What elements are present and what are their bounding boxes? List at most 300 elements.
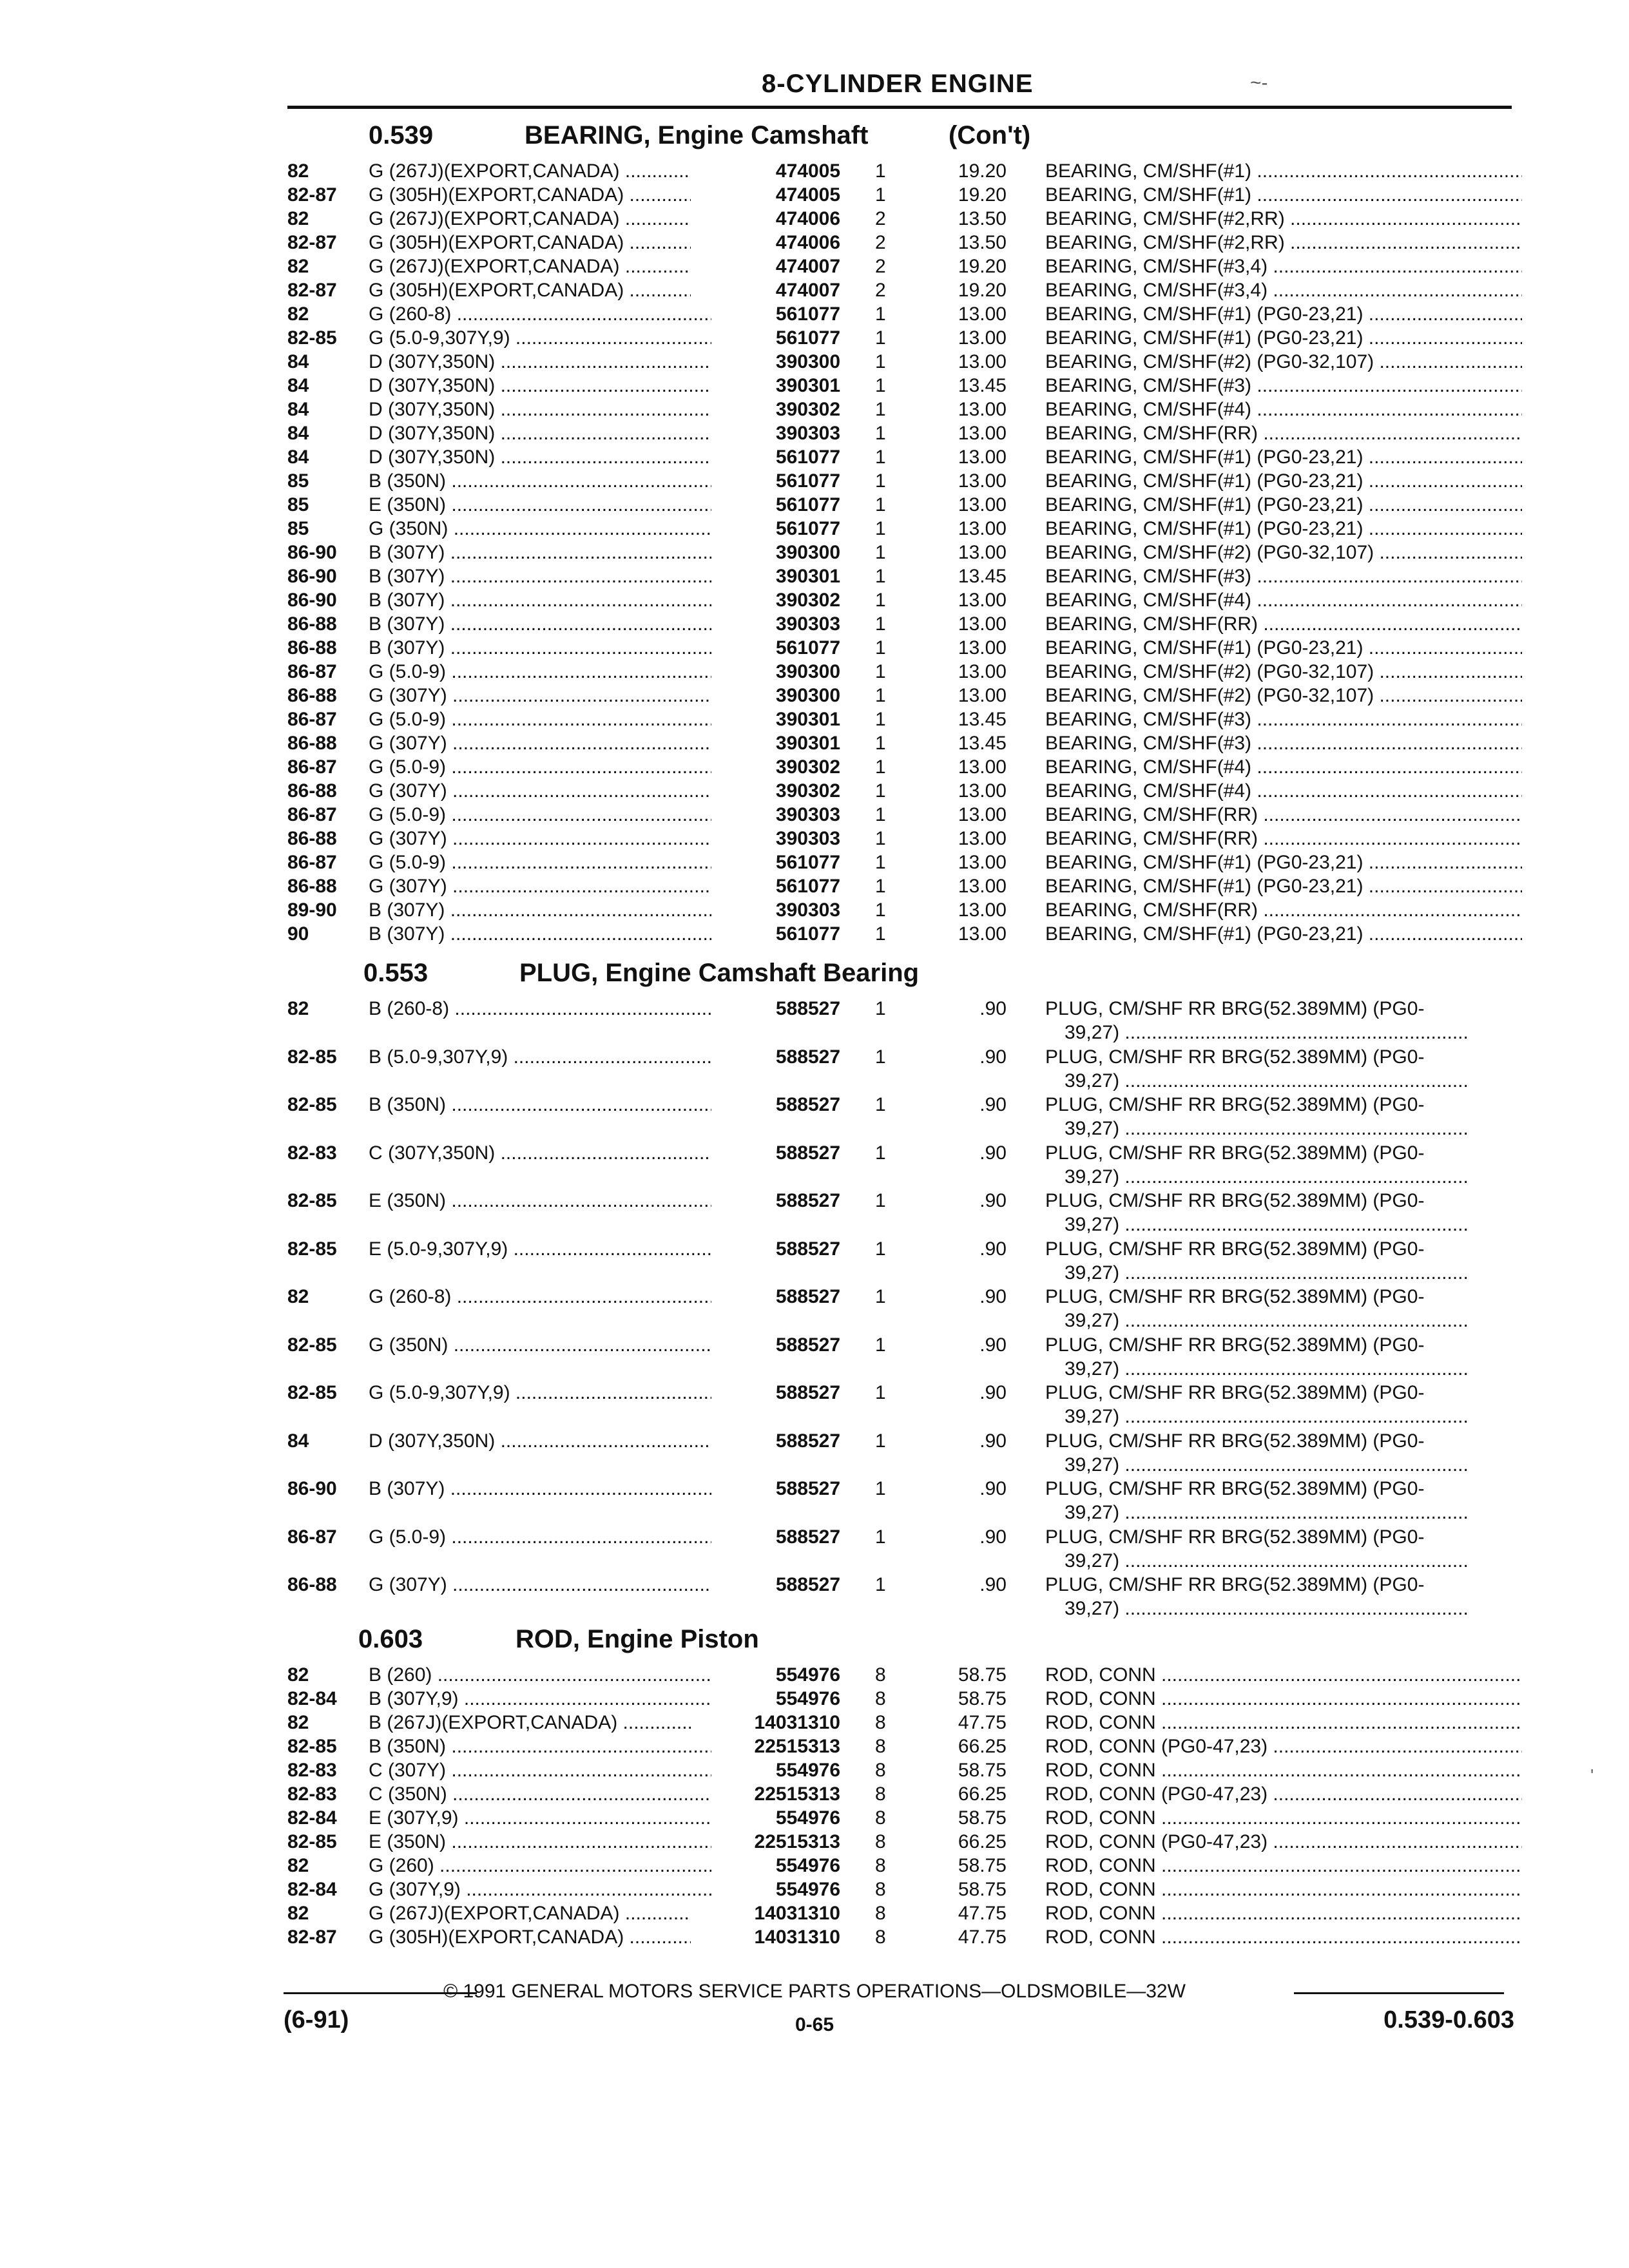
part-number: 390300 [775, 661, 840, 682]
part-description: ROD, CONN ..... [1045, 1806, 1522, 1830]
part-description: BEARING, CM/SHF(#1) (PG0-23,21) ..... [1045, 493, 1522, 517]
price: 13.00 [958, 876, 1007, 897]
price: 13.00 [958, 327, 1007, 349]
body-engine: G (350N) ..... [369, 1333, 711, 1357]
model-years: 82-85 [287, 1334, 337, 1356]
model-years: 84 [287, 375, 309, 396]
part-description: BEARING, CM/SHF(#2,RR) ..... [1045, 231, 1522, 255]
part-number: 588527 [775, 1430, 840, 1452]
part-number: 390300 [775, 351, 840, 372]
part-number: 588527 [775, 1190, 840, 1211]
part-number: 561077 [775, 923, 840, 945]
price: 66.25 [958, 1783, 1007, 1805]
table-row [0, 1830, 1629, 1854]
body-engine: B (260) ..... [369, 1663, 711, 1687]
table-row [0, 660, 1629, 684]
part-number: 561077 [775, 447, 840, 468]
body-engine: D (307Y,350N) ..... [369, 1429, 711, 1453]
table-row [0, 326, 1629, 350]
part-description: PLUG, CM/SHF RR BRG(52.389MM) (PG0- [1045, 1382, 1425, 1403]
part-description: BEARING, CM/SHF(#3,4) ..... [1045, 278, 1522, 302]
model-years: 82-85 [287, 327, 337, 349]
part-number: 474007 [775, 280, 840, 301]
part-description: BEARING, CM/SHF(#2) (PG0-32,107) ..... [1045, 660, 1522, 684]
quantity: 2 [875, 256, 886, 277]
part-number: 588527 [775, 1286, 840, 1307]
quantity: 1 [875, 447, 886, 468]
model-years: 82 [287, 160, 309, 182]
model-years: 82 [287, 1903, 309, 1924]
body-engine: G (260-8) ..... [369, 302, 711, 326]
part-description: BEARING, CM/SHF(#1) (PG0-23,21) ..... [1045, 517, 1522, 541]
quantity: 1 [875, 494, 886, 515]
quantity: 1 [875, 518, 886, 539]
model-years: 82-87 [287, 280, 337, 301]
body-engine: G (5.0-9,307Y,9) ..... [369, 1381, 711, 1405]
price: .90 [979, 1526, 1007, 1548]
part-description: PLUG, CM/SHF RR BRG(52.389MM) (PG0- [1045, 1430, 1425, 1452]
model-years: 82-87 [287, 1927, 337, 1948]
quantity: 1 [875, 998, 886, 1019]
body-engine: G (307Y) ..... [369, 731, 711, 755]
part-number: 390301 [775, 733, 840, 754]
part-number: 554976 [775, 1855, 840, 1876]
table-row [0, 302, 1629, 326]
table-row [0, 541, 1629, 564]
part-number: 390303 [775, 804, 840, 825]
part-description: BEARING, CM/SHF(#2) (PG0-32,107) ..... [1045, 684, 1522, 707]
part-number: 474005 [775, 184, 840, 206]
price: 13.00 [958, 780, 1007, 802]
footer-range: 0.539-0.603 [1383, 2006, 1514, 2033]
table-row [0, 231, 1629, 255]
table-row [0, 1687, 1629, 1711]
price: 58.75 [958, 1688, 1007, 1709]
model-years: 82 [287, 256, 309, 277]
part-description: BEARING, CM/SHF(#4) ..... [1045, 398, 1522, 421]
part-number: 588527 [775, 1142, 840, 1164]
part-description: ROD, CONN ..... [1045, 1711, 1522, 1735]
body-engine: G (307Y) ..... [369, 827, 711, 850]
price: 13.00 [958, 590, 1007, 611]
footer-edition: (6-91) [284, 2006, 349, 2033]
body-engine: D (307Y,350N) ..... [369, 421, 711, 445]
part-description: ROD, CONN (PG0-47,23) ..... [1045, 1735, 1522, 1758]
table-row [0, 1806, 1629, 1830]
quantity: 1 [875, 423, 886, 444]
price: 13.00 [958, 613, 1007, 635]
body-engine: B (307Y) ..... [369, 922, 711, 946]
model-years: 82-87 [287, 232, 337, 253]
table-row [0, 207, 1629, 231]
part-description: BEARING, CM/SHF(#4) ..... [1045, 755, 1522, 779]
part-number: 588527 [775, 998, 840, 1019]
table-row [0, 564, 1629, 588]
quantity: 1 [875, 852, 886, 873]
quantity: 1 [875, 184, 886, 206]
table-row [0, 1237, 1629, 1283]
model-years: 82 [287, 998, 309, 1019]
body-engine: B (307Y) ..... [369, 564, 711, 588]
part-description: PLUG, CM/SHF RR BRG(52.389MM) (PG0- [1045, 1046, 1425, 1068]
body-engine: E (350N) ..... [369, 1189, 711, 1213]
quantity: 1 [875, 923, 886, 945]
body-engine: B (307Y) ..... [369, 1477, 711, 1501]
model-years: 86-90 [287, 542, 337, 563]
part-description: ROD, CONN ..... [1045, 1663, 1522, 1687]
body-engine: B (307Y) ..... [369, 636, 711, 660]
body-engine: B (307Y) ..... [369, 612, 711, 636]
quantity: 1 [875, 1334, 886, 1356]
part-number: 588527 [775, 1574, 840, 1595]
price: 13.00 [958, 637, 1007, 658]
body-engine: G (350N) ..... [369, 517, 711, 541]
part-number: 390303 [775, 423, 840, 444]
part-description: ROD, CONN (PG0-47,23) ..... [1045, 1782, 1522, 1806]
part-number: 390300 [775, 542, 840, 563]
part-number: 390300 [775, 685, 840, 706]
model-years: 82-83 [287, 1760, 337, 1781]
page-header-title: 8-CYLINDER ENGINE [762, 70, 1034, 98]
model-years: 82 [287, 208, 309, 229]
body-engine: G (260) ..... [369, 1854, 711, 1878]
part-description: PLUG, CM/SHF RR BRG(52.389MM) (PG0- [1045, 1142, 1425, 1164]
part-number: 561077 [775, 637, 840, 658]
price: .90 [979, 1238, 1007, 1260]
section-number: 0.539 [369, 121, 434, 149]
part-description: BEARING, CM/SHF(#3) ..... [1045, 374, 1522, 398]
part-number: 390303 [775, 828, 840, 849]
table-row [0, 1854, 1629, 1878]
table-row [0, 1189, 1629, 1235]
part-description-cont: 39,27) ..... [1065, 1213, 1522, 1236]
model-years: 82-83 [287, 1783, 337, 1805]
part-number: 561077 [775, 852, 840, 873]
model-years: 86-87 [287, 852, 337, 873]
part-description: BEARING, CM/SHF(#1) (PG0-23,21) ..... [1045, 636, 1522, 660]
body-engine: D (307Y,350N) ..... [369, 374, 711, 398]
quantity: 1 [875, 780, 886, 802]
part-number: 390302 [775, 780, 840, 802]
table-row [0, 1711, 1629, 1735]
body-engine: E (350N) ..... [369, 1830, 711, 1854]
body-engine: G (267J)(EXPORT,CANADA) ..... [369, 207, 691, 231]
part-description-cont: 39,27) ..... [1065, 1405, 1522, 1428]
price: .90 [979, 1286, 1007, 1307]
section-number: 0.603 [358, 1625, 423, 1653]
part-description: BEARING, CM/SHF(RR) ..... [1045, 898, 1522, 922]
part-description: BEARING, CM/SHF(#2) (PG0-32,107) ..... [1045, 541, 1522, 564]
quantity: 8 [875, 1760, 886, 1781]
part-description: PLUG, CM/SHF RR BRG(52.389MM) (PG0- [1045, 1574, 1425, 1595]
model-years: 86-87 [287, 756, 337, 778]
part-description: BEARING, CM/SHF(#2) (PG0-32,107) ..... [1045, 350, 1522, 374]
model-years: 82-83 [287, 1142, 337, 1164]
part-number: 561077 [775, 470, 840, 492]
model-years: 86-88 [287, 876, 337, 897]
body-engine: G (5.0-9) ..... [369, 803, 711, 827]
part-number: 390301 [775, 709, 840, 730]
table-row [0, 183, 1629, 207]
part-description: BEARING, CM/SHF(RR) ..... [1045, 421, 1522, 445]
model-years: 84 [287, 447, 309, 468]
model-years: 82-85 [287, 1094, 337, 1115]
price: 47.75 [958, 1927, 1007, 1948]
part-number: 390302 [775, 756, 840, 778]
body-engine: C (350N) ..... [369, 1782, 711, 1806]
model-years: 82 [287, 1664, 309, 1686]
section-title: BEARING, Engine Camshaft [525, 121, 869, 149]
body-engine: E (5.0-9,307Y,9) ..... [369, 1237, 711, 1261]
part-description: ROD, CONN ..... [1045, 1925, 1522, 1949]
part-description-cont: 39,27) ..... [1065, 1549, 1522, 1573]
quantity: 1 [875, 1238, 886, 1260]
price: 13.00 [958, 756, 1007, 778]
part-description: BEARING, CM/SHF(#1) (PG0-23,21) ..... [1045, 326, 1522, 350]
quantity: 1 [875, 1526, 886, 1548]
quantity: 1 [875, 566, 886, 587]
table-row [0, 898, 1629, 922]
part-description: PLUG, CM/SHF RR BRG(52.389MM) (PG0- [1045, 998, 1425, 1019]
price: 13.45 [958, 566, 1007, 587]
margin-mark: ' [1590, 1765, 1594, 1785]
price: 58.75 [958, 1807, 1007, 1829]
quantity: 1 [875, 1190, 886, 1211]
quantity: 2 [875, 232, 886, 253]
model-years: 86-90 [287, 590, 337, 611]
table-row [0, 1758, 1629, 1782]
body-engine: D (307Y,350N) ..... [369, 445, 711, 469]
model-years: 82 [287, 303, 309, 325]
quantity: 2 [875, 208, 886, 229]
table-row [0, 517, 1629, 541]
quantity: 1 [875, 1142, 886, 1164]
part-number: 554976 [775, 1760, 840, 1781]
quantity: 1 [875, 1382, 886, 1403]
price: .90 [979, 1142, 1007, 1164]
quantity: 1 [875, 351, 886, 372]
model-years: 85 [287, 470, 309, 492]
table-row [0, 350, 1629, 374]
part-number: 390302 [775, 590, 840, 611]
table-row [0, 803, 1629, 827]
table-row [0, 421, 1629, 445]
price: .90 [979, 1382, 1007, 1403]
table-row [0, 1782, 1629, 1806]
quantity: 1 [875, 709, 886, 730]
part-number: 561077 [775, 494, 840, 515]
price: 13.00 [958, 899, 1007, 921]
part-number: 561077 [775, 327, 840, 349]
part-description-cont: 39,27) ..... [1065, 1069, 1522, 1093]
model-years: 86-87 [287, 661, 337, 682]
price: 66.25 [958, 1736, 1007, 1757]
part-description: BEARING, CM/SHF(#3,4) ..... [1045, 255, 1522, 278]
price: 13.00 [958, 494, 1007, 515]
part-number: 474007 [775, 256, 840, 277]
part-description: PLUG, CM/SHF RR BRG(52.389MM) (PG0- [1045, 1334, 1425, 1356]
table-row [0, 1093, 1629, 1139]
body-engine: B (350N) ..... [369, 1093, 711, 1117]
quantity: 1 [875, 899, 886, 921]
model-years: 82-87 [287, 184, 337, 206]
body-engine: B (5.0-9,307Y,9) ..... [369, 1045, 711, 1069]
table-row [0, 684, 1629, 707]
body-engine: B (307Y,9) ..... [369, 1687, 711, 1711]
part-number: 554976 [775, 1688, 840, 1709]
body-engine: G (5.0-9) ..... [369, 660, 711, 684]
part-description-cont: 39,27) ..... [1065, 1117, 1522, 1140]
model-years: 85 [287, 518, 309, 539]
table-row [0, 1525, 1629, 1571]
part-number: 588527 [775, 1334, 840, 1356]
table-row [0, 827, 1629, 850]
table-row [0, 1901, 1629, 1925]
table-row [0, 374, 1629, 398]
table-row [0, 1663, 1629, 1687]
model-years: 82-85 [287, 1831, 337, 1852]
table-row [0, 922, 1629, 946]
body-engine: G (267J)(EXPORT,CANADA) ..... [369, 1901, 691, 1925]
table-row [0, 1333, 1629, 1379]
body-engine: G (260-8) ..... [369, 1285, 711, 1309]
body-engine: B (307Y) ..... [369, 541, 711, 564]
part-description: BEARING, CM/SHF(#1) (PG0-23,21) ..... [1045, 874, 1522, 898]
table-row [0, 445, 1629, 469]
price: 13.00 [958, 518, 1007, 539]
model-years: 86-88 [287, 733, 337, 754]
model-years: 86-88 [287, 780, 337, 802]
price: 13.45 [958, 733, 1007, 754]
model-years: 82-84 [287, 1879, 337, 1900]
footer-page-number: 0-65 [795, 2014, 834, 2035]
model-years: 86-87 [287, 804, 337, 825]
part-number: 390301 [775, 566, 840, 587]
table-row [0, 850, 1629, 874]
table-row [0, 1381, 1629, 1427]
quantity: 2 [875, 280, 886, 301]
table-row [0, 1735, 1629, 1758]
body-engine: G (305H)(EXPORT,CANADA) ..... [369, 183, 691, 207]
quantity: 1 [875, 542, 886, 563]
model-years: 82-85 [287, 1238, 337, 1260]
part-description-cont: 39,27) ..... [1065, 1309, 1522, 1332]
quantity: 1 [875, 637, 886, 658]
body-engine: G (5.0-9,307Y,9) ..... [369, 326, 711, 350]
price: .90 [979, 1334, 1007, 1356]
part-description: BEARING, CM/SHF(RR) ..... [1045, 827, 1522, 850]
table-row [0, 1045, 1629, 1091]
model-years: 86-88 [287, 613, 337, 635]
quantity: 1 [875, 303, 886, 325]
footer-copyright: © 1991 GENERAL MOTORS SERVICE PARTS OPERATIONS—OLDSMOBILE—32W [443, 1981, 1186, 2002]
price: .90 [979, 1094, 1007, 1115]
quantity: 1 [875, 828, 886, 849]
body-engine: E (350N) ..... [369, 493, 711, 517]
quantity: 8 [875, 1903, 886, 1924]
price: 13.00 [958, 399, 1007, 420]
quantity: 1 [875, 733, 886, 754]
price: 19.20 [958, 160, 1007, 182]
part-description: PLUG, CM/SHF RR BRG(52.389MM) (PG0- [1045, 1286, 1425, 1307]
table-row [0, 707, 1629, 731]
price: 58.75 [958, 1879, 1007, 1900]
model-years: 90 [287, 923, 309, 945]
price: 13.00 [958, 685, 1007, 706]
part-description: ROD, CONN ..... [1045, 1758, 1522, 1782]
model-years: 84 [287, 399, 309, 420]
body-engine: B (307Y) ..... [369, 588, 711, 612]
body-engine: B (267J)(EXPORT,CANADA) ..... [369, 1711, 691, 1735]
part-description: BEARING, CM/SHF(#4) ..... [1045, 588, 1522, 612]
body-engine: G (5.0-9) ..... [369, 850, 711, 874]
quantity: 1 [875, 160, 886, 182]
quantity: 1 [875, 1094, 886, 1115]
body-engine: B (260-8) ..... [369, 997, 711, 1021]
table-row [0, 1477, 1629, 1523]
body-engine: G (267J)(EXPORT,CANADA) ..... [369, 255, 691, 278]
price: .90 [979, 1190, 1007, 1211]
quantity: 1 [875, 613, 886, 635]
quantity: 1 [875, 375, 886, 396]
price: 13.50 [958, 232, 1007, 253]
part-description-cont: 39,27) ..... [1065, 1501, 1522, 1524]
part-number: 390303 [775, 899, 840, 921]
price: 13.00 [958, 423, 1007, 444]
part-description: BEARING, CM/SHF(#1) (PG0-23,21) ..... [1045, 302, 1522, 326]
price: 13.00 [958, 351, 1007, 372]
price: 13.00 [958, 470, 1007, 492]
part-description: ROD, CONN ..... [1045, 1878, 1522, 1901]
section-number: 0.553 [363, 959, 429, 987]
price: .90 [979, 1046, 1007, 1068]
table-row [0, 278, 1629, 302]
quantity: 1 [875, 327, 886, 349]
part-description: PLUG, CM/SHF RR BRG(52.389MM) (PG0- [1045, 1094, 1425, 1115]
body-engine: C (307Y,350N) ..... [369, 1141, 711, 1165]
part-number: 14031310 [754, 1927, 840, 1948]
part-description-cont: 39,27) ..... [1065, 1357, 1522, 1381]
table-row [0, 731, 1629, 755]
quantity: 8 [875, 1712, 886, 1733]
quantity: 1 [875, 804, 886, 825]
body-engine: G (307Y) ..... [369, 874, 711, 898]
quantity: 1 [875, 756, 886, 778]
body-engine: G (305H)(EXPORT,CANADA) ..... [369, 1925, 691, 1949]
body-engine: G (5.0-9) ..... [369, 755, 711, 779]
price: 13.00 [958, 447, 1007, 468]
part-description: BEARING, CM/SHF(#3) ..... [1045, 707, 1522, 731]
table-row [0, 493, 1629, 517]
price: 13.45 [958, 375, 1007, 396]
model-years: 82-84 [287, 1688, 337, 1709]
model-years: 82 [287, 1712, 309, 1733]
price: 47.75 [958, 1903, 1007, 1924]
model-years: 82-85 [287, 1046, 337, 1068]
price: 19.20 [958, 184, 1007, 206]
quantity: 8 [875, 1664, 886, 1686]
model-years: 82-85 [287, 1382, 337, 1403]
price: .90 [979, 1574, 1007, 1595]
model-years: 82-85 [287, 1190, 337, 1211]
price: 66.25 [958, 1831, 1007, 1852]
body-engine: G (267J)(EXPORT,CANADA) ..... [369, 159, 691, 183]
body-engine: G (307Y) ..... [369, 779, 711, 803]
model-years: 84 [287, 423, 309, 444]
part-number: 588527 [775, 1046, 840, 1068]
model-years: 86-88 [287, 828, 337, 849]
body-engine: E (307Y,9) ..... [369, 1806, 711, 1830]
